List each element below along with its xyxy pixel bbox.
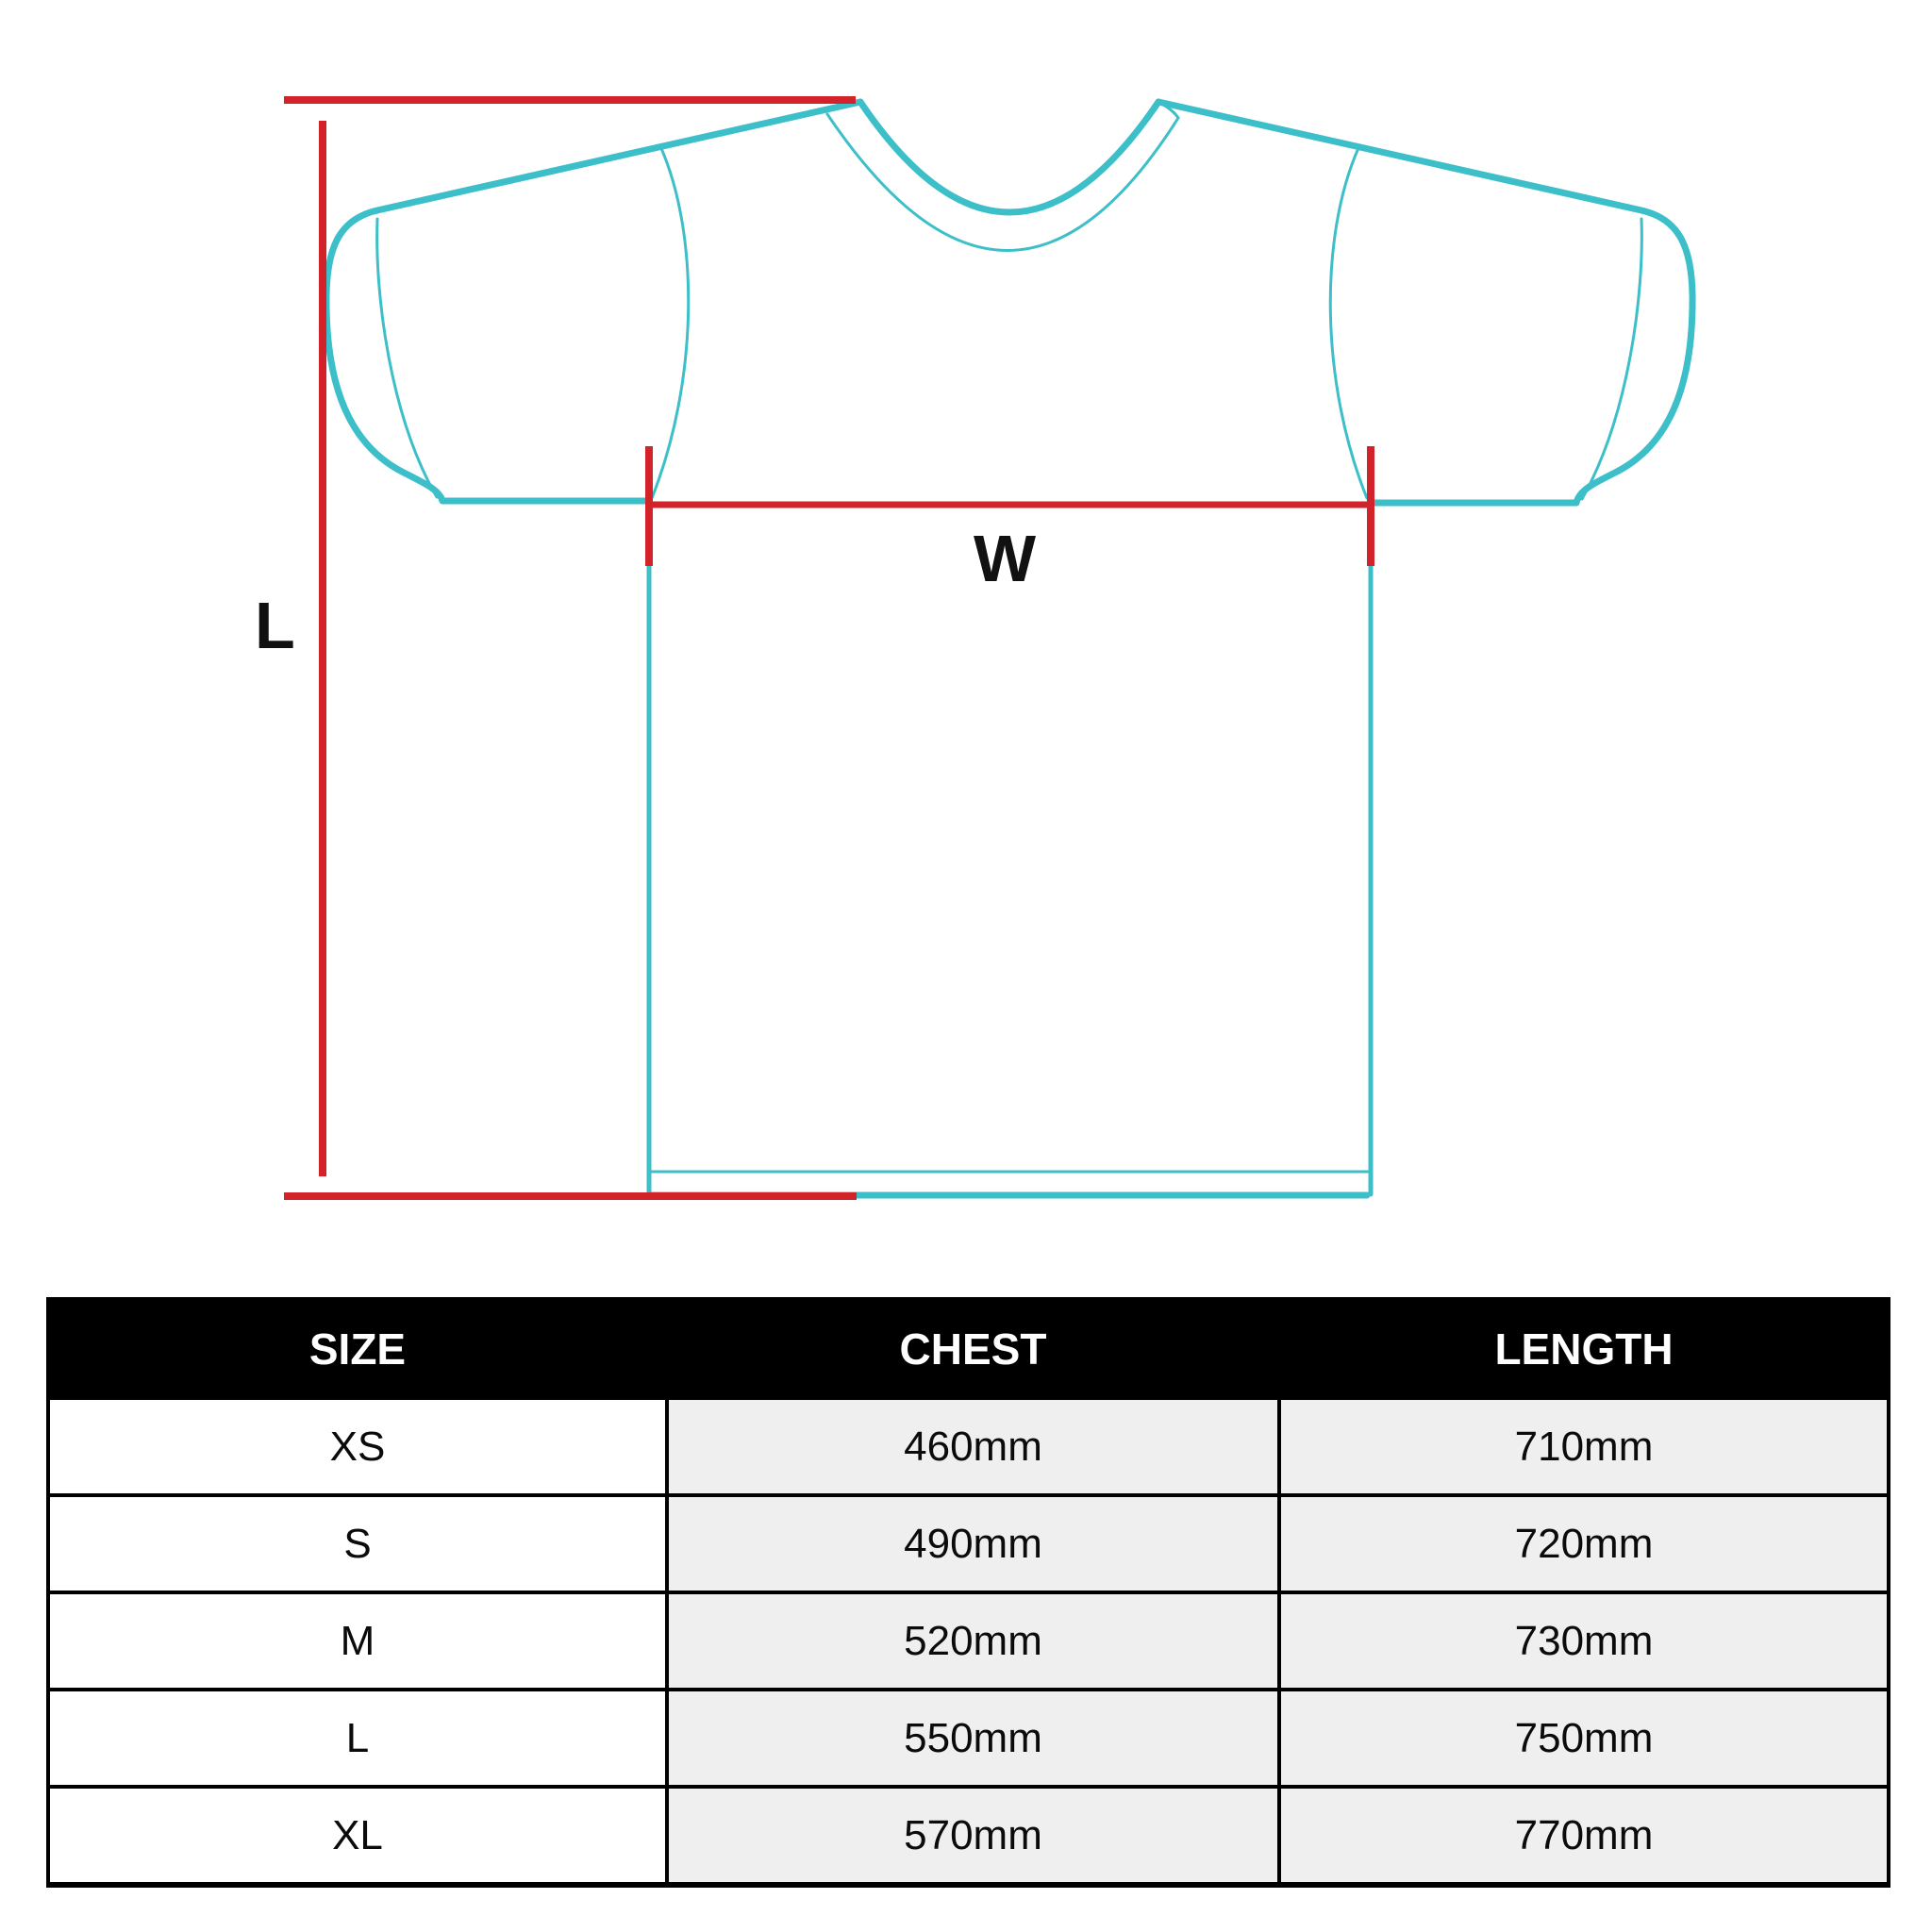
table-row <box>48 1398 1889 1495</box>
size-table <box>46 1297 1890 1888</box>
table-row <box>48 1592 1889 1690</box>
column-header-size: SIZE <box>48 1299 667 1398</box>
size-cell: XL <box>48 1787 667 1885</box>
size-cell: XS <box>48 1398 667 1495</box>
length-cell: 770mm <box>1279 1787 1889 1885</box>
width-label: W <box>973 522 1037 595</box>
right-cuff-seam <box>1582 219 1641 499</box>
length-cell: 750mm <box>1279 1690 1889 1787</box>
right-armhole-seam <box>1330 148 1367 498</box>
length-cell: 710mm <box>1279 1398 1889 1495</box>
left-cuff-seam <box>377 219 437 497</box>
table-header-row <box>48 1299 1889 1398</box>
size-cell: S <box>48 1495 667 1592</box>
column-header-length: LENGTH <box>1279 1299 1889 1398</box>
size-cell: L <box>48 1690 667 1787</box>
left-armhole-seam <box>652 146 689 498</box>
length-cell: 730mm <box>1279 1592 1889 1690</box>
length-label: L <box>255 589 295 662</box>
chest-cell: 490mm <box>667 1495 1279 1592</box>
collar-inner-curve <box>860 102 1158 212</box>
table-row <box>48 1495 1889 1592</box>
length-cell: 720mm <box>1279 1495 1889 1592</box>
left-sleeve-outline <box>326 102 860 501</box>
chest-cell: 570mm <box>667 1787 1279 1885</box>
column-header-chest: CHEST <box>667 1299 1279 1398</box>
chest-cell: 520mm <box>667 1592 1279 1690</box>
table-row <box>48 1787 1889 1885</box>
chest-cell: 460mm <box>667 1398 1279 1495</box>
collar-outer-curve <box>827 114 1178 251</box>
chest-cell: 550mm <box>667 1690 1279 1787</box>
right-sleeve-outline <box>1158 102 1692 503</box>
size-cell: M <box>48 1592 667 1690</box>
table-row <box>48 1690 1889 1787</box>
